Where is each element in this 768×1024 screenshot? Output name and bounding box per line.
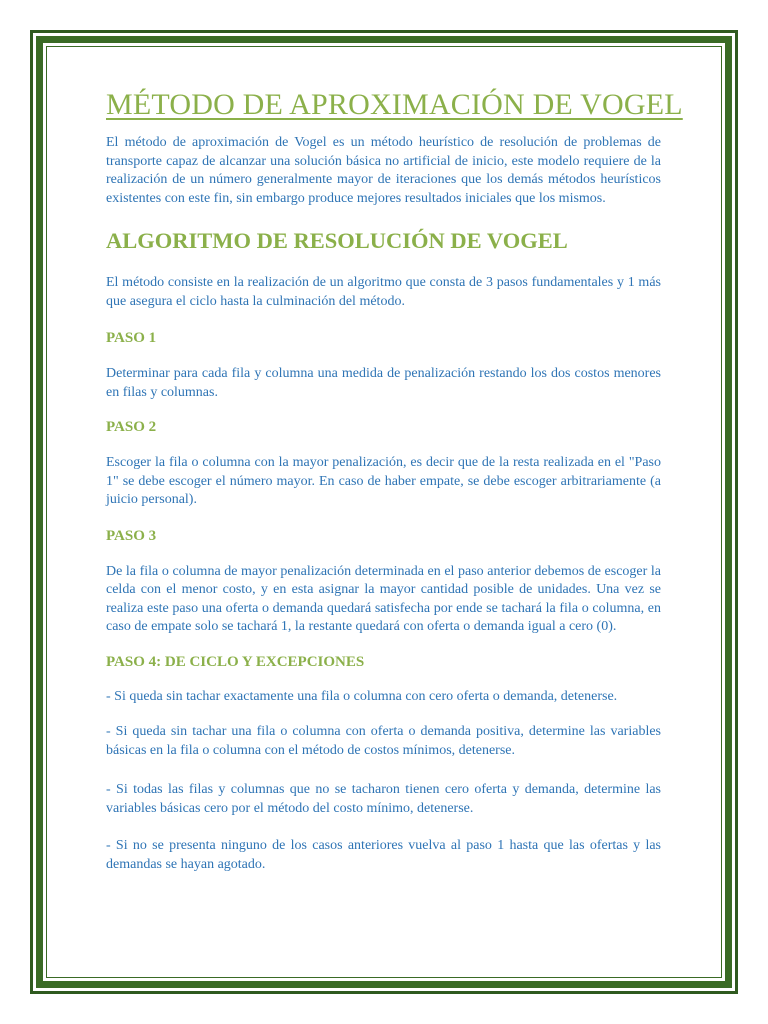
step-4-item-1: - Si queda sin tachar exactamente una fila o columna con cero oferta o demanda, detenerse. bbox=[106, 688, 618, 704]
document-content bbox=[106, 88, 683, 874]
step-3-heading: PASO 3 bbox=[106, 527, 157, 544]
step-2-heading: PASO 2 bbox=[106, 419, 157, 435]
step-4-heading: PASO 4: DE CICLO Y EXCEPCIONES bbox=[106, 653, 365, 670]
step-3-text: De la fila o columna de mayor penalización determinada en el paso anterior debemos de escoger la celda con el menor costo, y en esta asignar la mayor cantidad posible de unidades. Una vez se realiza este paso una oferta o demanda quedará satisfecha por ende se tachará la fila o columna, en caso de empate solo se tachará 1, la restante quedará con oferta o demanda igual a cero (0). bbox=[106, 563, 661, 634]
algorithm-intro-paragraph: El método consiste en la realización de un algoritmo que consta de 3 pasos fundamentales y 1 más que asegura el ciclo hasta la culminación del método. bbox=[106, 275, 661, 309]
document-title: MÉTODO DE APROXIMACIÓN DE VOGEL bbox=[106, 88, 683, 121]
algorithm-heading: ALGORITMO DE RESOLUCIÓN DE VOGEL bbox=[106, 228, 568, 253]
step-2-text: Escoger la fila o columna con la mayor penalización, es decir que de la resta realizada en el "Paso 1" se debe escoger el número mayor. En caso de haber empate, se debe escoger arbitrariamente (a juicio personal). bbox=[106, 455, 661, 507]
intro-paragraph: El método de aproximación de Vogel es un método heurístico de resolución de problemas de transporte capaz de alcanzar una solución básica no artificial de inicio, este modelo requiere de la realización de un número generalmente mayor de iteraciones que los demás métodos heurísticos existentes con este fin, sin embargo produce mejores resultados iniciales que los mismos. bbox=[106, 135, 661, 206]
step-1-heading: PASO 1 bbox=[106, 330, 157, 346]
step-4-item-4: - Si no se presenta ninguno de los casos anteriores vuelva al paso 1 hasta que las ofertas y las demandas se hayan agotado. bbox=[106, 838, 661, 872]
step-4-item-3: - Si todas las filas y columnas que no se tacharon tienen cero oferta y demanda, determine las variables básicas cero por el método del costo mínimo, detenerse. bbox=[106, 782, 661, 816]
step-4-item-2: - Si queda sin tachar una fila o columna con oferta o demanda positiva, determine las variables básicas en la fila o columna con el método de costos mínimos, detenerse. bbox=[106, 724, 661, 758]
step-1-text: Determinar para cada fila y columna una medida de penalización restando los dos costos menores en filas y columnas. bbox=[106, 366, 661, 400]
